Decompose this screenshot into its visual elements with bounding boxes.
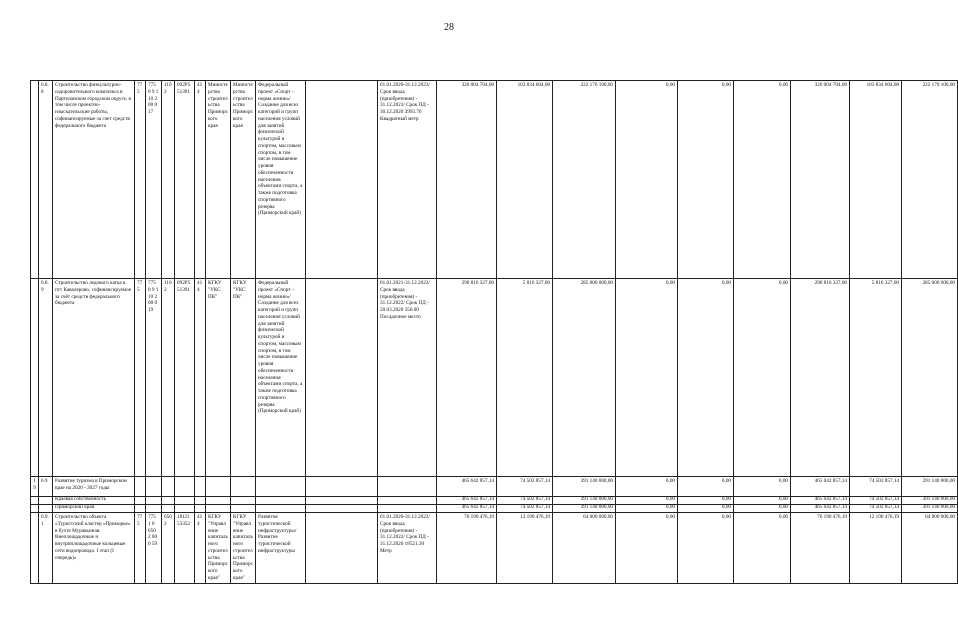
page-number: 28: [444, 22, 454, 33]
table-cell: 465 642 857,14: [791, 477, 850, 497]
table-cell: 01.01.2020-31.12.2023/ Срок ввода (приобретения) - 31.12.2023/ Срок ПД - 30.12.2020 3993.70 Квадратный метр: [378, 81, 437, 279]
table-cell: [306, 505, 378, 513]
table-cell: [256, 505, 306, 513]
table-cell: Строительство физкультурно-оздоровительного комплекса в Партизанском городском округе, в том числе проектно-изыскательские работы, софинансируемые за счет средств федерального бюджета: [53, 81, 135, 279]
table-cell: 391 140 000,00: [553, 477, 616, 497]
table-cell: 775 0 9 1 10 2 00 0 17: [146, 81, 162, 279]
table-cell: 290 816 327,00: [791, 279, 850, 477]
table-cell: [146, 505, 162, 513]
table-cell: 6.8.9: [39, 279, 53, 477]
table-cell: 64 000 000,00: [902, 513, 958, 584]
table-cell: 0,00: [678, 505, 734, 513]
table-cell: [31, 505, 39, 513]
table-cell: Министерство строительства Приморского края: [206, 81, 231, 279]
table-cell: 74 502 857,14: [497, 477, 553, 497]
table-cell: 465 642 857,14: [437, 505, 497, 513]
table-cell: [231, 505, 256, 513]
table-cell: [175, 505, 195, 513]
table-cell: [206, 477, 231, 497]
table-cell: 222 170 100,00: [902, 81, 958, 279]
table-cell: [31, 513, 39, 584]
table-cell: 01.01.2021-31.12.2022/ Срок ввода (приобретения) - 31.12.2022/ Срок ПД - 20.03.2020 350.00 Посадочное место: [378, 279, 437, 477]
table-cell: 74 502 857,14: [850, 477, 902, 497]
table-cell: 092P5 51391: [175, 81, 195, 279]
table-cell: [39, 497, 53, 505]
table-cell: 0,00: [678, 513, 734, 584]
table-cell: [135, 497, 146, 505]
table-cell: 465 642 857,14: [791, 505, 850, 513]
table-cell: 0,00: [616, 477, 678, 497]
table-cell: [378, 505, 437, 513]
table-cell: [306, 81, 378, 279]
table-cell: Федеральный проект «Спорт – норма жизни»/Создание для всех категорий и групп населения условий для занятий физической культурой и спортом, массовым спортом, в том числе повышение уровня обеспеченности населения объектами спорта, а также подготовка спортивного резерва (Приморский край): [256, 279, 306, 477]
table-cell: [146, 497, 162, 505]
table-cell: [256, 477, 306, 497]
table-cell: 6.8.8: [39, 81, 53, 279]
table-cell: 0,00: [616, 505, 678, 513]
table-cell: 0,00: [734, 513, 791, 584]
table-cell: 74 502 857,14: [497, 497, 553, 505]
table-cell: [306, 477, 378, 497]
table-cell: Министерство строительства Приморского края: [231, 81, 256, 279]
table-row: [31, 279, 958, 477]
table-row: [31, 505, 958, 513]
table-cell: 103 834 604,08: [497, 81, 553, 279]
table-cell: 465 642 857,14: [791, 497, 850, 505]
table-cell: [231, 497, 256, 505]
table-cell: 5 816 327,00: [850, 279, 902, 477]
table-cell: 6.9: [39, 477, 53, 497]
table-cell: 76 190 476,19: [791, 513, 850, 584]
table-cell: [206, 505, 231, 513]
table-cell: 285 000 000,00: [553, 279, 616, 477]
table-cell: 0,00: [678, 279, 734, 477]
table-cell: 775 0 9 1 10 2 00 0 19: [146, 279, 162, 477]
table-cell: Развитие туризма в Приморском крае на 2020 - 2027 годы: [53, 477, 135, 497]
table-cell: [31, 279, 39, 477]
table-cell: 0,00: [734, 505, 791, 513]
table-cell: [31, 497, 39, 505]
table-cell: [39, 505, 53, 513]
table-cell: 465 642 857,14: [437, 497, 497, 505]
table-cell: 290 816 327,00: [437, 279, 497, 477]
table-cell: 222 170 100,00: [553, 81, 616, 279]
table-cell: [195, 477, 206, 497]
table-cell: [195, 497, 206, 505]
budget-table: [30, 80, 958, 584]
table-cell: 64 000 000,00: [553, 513, 616, 584]
table-cell: 0,00: [734, 81, 791, 279]
table-cell: 74 502 857,14: [497, 505, 553, 513]
table-cell: 19: [31, 477, 39, 497]
table-cell: [378, 477, 437, 497]
table-cell: [162, 505, 175, 513]
table-cell: 1102: [162, 279, 175, 477]
table-cell: 326 004 704,08: [437, 81, 497, 279]
table-cell: [146, 477, 162, 497]
table-cell: 414: [195, 81, 206, 279]
table-cell: 391 140 000,00: [902, 497, 958, 505]
table-cell: [162, 497, 175, 505]
table-cell: 414: [195, 513, 206, 584]
table-cell: [175, 497, 195, 505]
table-cell: [175, 477, 195, 497]
table-cell: 775: [135, 279, 146, 477]
table-cell: Строительство ледового катка в пгт Кавалерово, софинансируемое за счёт средств федерального бюджета: [53, 279, 135, 477]
table-cell: 0,00: [734, 497, 791, 505]
table-cell: 103 834 604,08: [850, 81, 902, 279]
table-cell: 12 190 476,19: [850, 513, 902, 584]
table-cell: 326 004 704,08: [791, 81, 850, 279]
table-cell: [231, 477, 256, 497]
table-cell: 1102: [162, 81, 175, 279]
table-cell: КГКУ "Управление капитального строительства Приморского края": [231, 513, 256, 584]
table-cell: Строительство объекта «Туристский кластер «Приморье» в бухте Муравьиная. Внеплощадочные и внутриплощадочные кольцевые сети водопровода. I этап (I очередь)»: [53, 513, 135, 584]
table-row: [31, 477, 958, 497]
table-cell: 6.9.1: [39, 513, 53, 584]
table-cell: 74 502 857,14: [850, 505, 902, 513]
table-cell: 76 190 476,19: [437, 513, 497, 584]
table-cell: 391 140 000,00: [553, 505, 616, 513]
table-cell: [31, 81, 39, 279]
table-cell: [195, 505, 206, 513]
table-cell: [162, 477, 175, 497]
table-cell: 01.01.2020-31.12.2022/ Срок ввода (приобретения) - 31.12.2022/ Срок ПД - 31.12.2020 18521.30 Метр: [378, 513, 437, 584]
table-cell: [306, 497, 378, 505]
table-cell: 775 1 0 050 2 00 0 59: [146, 513, 162, 584]
table-cell: 0502: [162, 513, 175, 584]
table-cell: 0,00: [678, 477, 734, 497]
table-cell: [378, 497, 437, 505]
table-cell: [135, 477, 146, 497]
table-cell: 0,00: [616, 513, 678, 584]
table-cell: 74 502 857,14: [850, 497, 902, 505]
table-cell: 0,00: [678, 81, 734, 279]
table-cell: [135, 505, 146, 513]
table-cell: Краевая собственность: [53, 497, 135, 505]
table-cell: 391 140 000,00: [553, 497, 616, 505]
table-cell: [206, 497, 231, 505]
table-cell: 775: [135, 81, 146, 279]
table-cell: КГКУ "Управление капитального строительства Приморского края": [206, 513, 231, 584]
table-row: [31, 513, 958, 584]
table-cell: 775: [135, 513, 146, 584]
table-cell: Приморский край: [53, 505, 135, 513]
table-cell: Развитие туристической инфраструктуры/ Развитие туристической инфраструктуры: [256, 513, 306, 584]
table-cell: 414: [195, 279, 206, 477]
table-cell: 0,00: [734, 477, 791, 497]
table-cell: 285 000 000,00: [902, 279, 958, 477]
table-cell: 181J1 53352: [175, 513, 195, 584]
table-cell: Федеральный проект «Спорт – норма жизни»/Создание для всех категорий и групп населения условий для занятий физической культурой и спортом, массовым спортом, в том числе повышение уровня обеспеченности населения объектами спорта, а также подготовка спортивного резерва (Приморский край): [256, 81, 306, 279]
table-cell: КГКУ "УКС ПК": [206, 279, 231, 477]
table-cell: 0,00: [616, 81, 678, 279]
table-cell: 391 140 000,00: [902, 505, 958, 513]
table-cell: 5 816 327,00: [497, 279, 553, 477]
table-cell: [306, 279, 378, 477]
table-cell: 391 140 000,00: [902, 477, 958, 497]
table-cell: 0,00: [616, 279, 678, 477]
table-cell: 12 190 476,19: [497, 513, 553, 584]
table-cell: 092P5 51391: [175, 279, 195, 477]
table-cell: [256, 497, 306, 505]
table-cell: 0,00: [734, 279, 791, 477]
table-cell: 465 642 857,14: [437, 477, 497, 497]
table-cell: [306, 513, 378, 584]
table-cell: 0,00: [678, 497, 734, 505]
table-cell: КГКУ "УКС ПК": [231, 279, 256, 477]
table-row: [31, 81, 958, 279]
table-cell: 0,00: [616, 497, 678, 505]
